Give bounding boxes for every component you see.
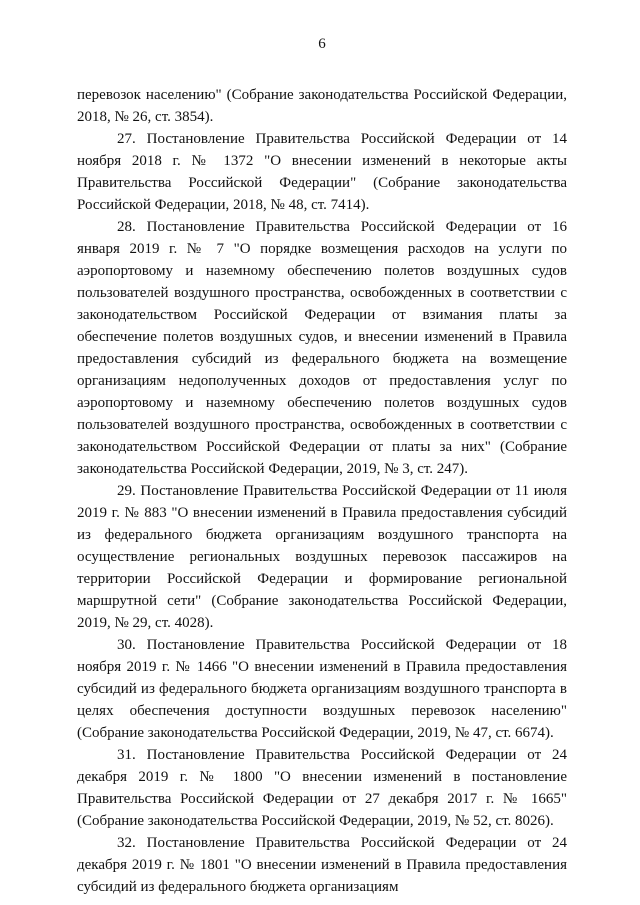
list-item-31: 31. Постановление Правительства Российской Федерации от 24 декабря 2019 г. № 1800 "О внесении изменений в постановление Правительства Российской Федерации от 27 декабря 2017 г. № 1665" (Собрание законодательства Российской Федерации, 2019, № 52, ст. 8026).	[77, 747, 567, 829]
list-item-28: 28. Постановление Правительства Российской Федерации от 16 января 2019 г. № 7 "О порядке возмещения расходов на услуги по аэропортовому и наземному обеспечению полетов воздушных судов пользователей воздушного пространства, освобожденных в соответствии с законодательством Российской Федерации от взимания платы за обеспечение полетов воздушных судов, и внесении изменений в Правила предоставления субсидий из федерального бюджета на возмещение организациям недополученных доходов от предоставления услуг по аэропортовому и наземному обеспечению полетов воздушных судов пользователей воздушного пространства, освобожденных в соответствии с законодательством Российской Федерации от платы за них" (Собрание законодательства Российской Федерации, 2019, № 3, ст. 247).	[77, 219, 567, 477]
list-item-32: 32. Постановление Правительства Российской Федерации от 24 декабря 2019 г. № 1801 "О внесении изменений в Правила предоставления субсидий из федерального бюджета организациям	[77, 835, 567, 895]
document-body	[77, 84, 567, 898]
list-item-27: 27. Постановление Правительства Российской Федерации от 14 ноября 2018 г. № 1372 "О внесении изменений в некоторые акты Правительства Российской Федерации" (Собрание законодательства Российской Федерации, 2018, № 48, ст. 7414).	[77, 131, 567, 213]
paragraph-continuation: перевозок населению" (Собрание законодательства Российской Федерации, 2018, № 26, ст. 3854).	[77, 87, 567, 125]
list-item-30: 30. Постановление Правительства Российской Федерации от 18 ноября 2019 г. № 1466 "О внесении изменений в Правила предоставления субсидий из федерального бюджета организациям воздушного транспорта в целях обеспечения доступности воздушных перевозок населению" (Собрание законодательства Российской Федерации, 2019, № 47, ст. 6674).	[77, 637, 567, 741]
list-item-29: 29. Постановление Правительства Российской Федерации от 11 июля 2019 г. № 883 "О внесении изменений в Правила предоставления субсидий из федерального бюджета организациям воздушного транспорта на осуществление региональных воздушных перевозок пассажиров на территории Российской Федерации и формирование региональной маршрутной сети" (Собрание законодательства Российской Федерации, 2019, № 29, ст. 4028).	[77, 483, 567, 631]
page-number: 6	[318, 36, 326, 52]
